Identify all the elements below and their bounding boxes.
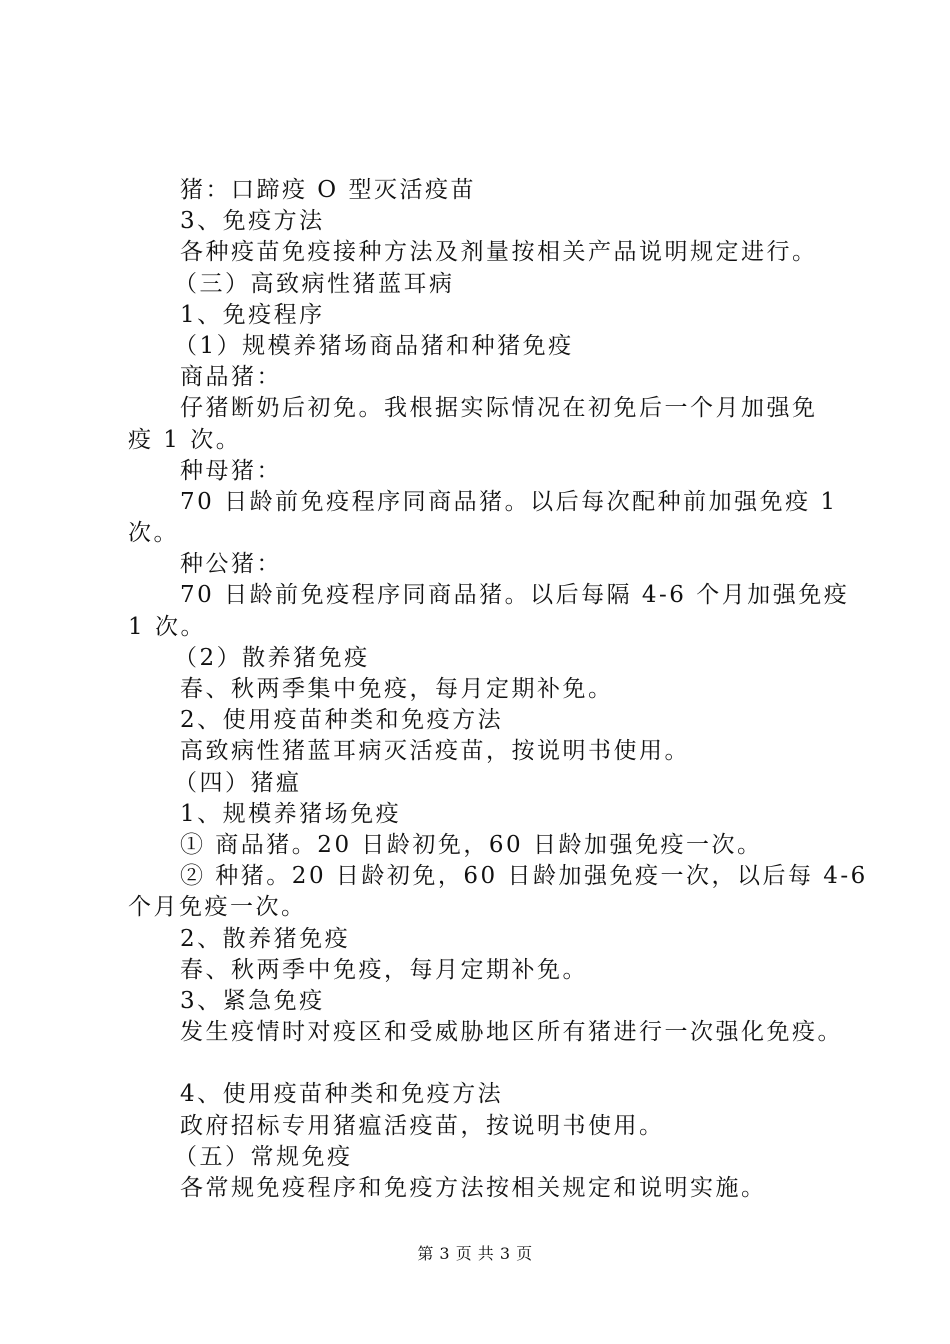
text-line: 种公猪： xyxy=(180,551,282,578)
text-line: 商品猪： xyxy=(180,364,282,391)
text-line: 1、免疫程序 xyxy=(180,301,325,328)
text-line: 个月免疫一次。 xyxy=(128,894,307,921)
text-line: 发生疫情时对疫区和受威胁地区所有猪进行一次强化免疫。 xyxy=(180,1019,843,1046)
text-line: 高致病性猪蓝耳病灭活疫苗，按说明书使用。 xyxy=(180,738,690,765)
text-line: 政府招标专用猪瘟活疫苗，按说明书使用。 xyxy=(180,1112,665,1139)
text-line: （五）常规免疫 xyxy=(174,1143,353,1170)
text-line: （三）高致病性猪蓝耳病 xyxy=(174,270,455,297)
text-line: 3、免疫方法 xyxy=(180,208,325,235)
text-line: （四）猪瘟 xyxy=(174,769,302,796)
document-body xyxy=(128,175,868,1204)
text-line: 2、散养猪免疫 xyxy=(180,925,351,952)
text-line: 各常规免疫程序和免疫方法按相关规定和说明实施。 xyxy=(180,1175,767,1201)
text-line: 70 日龄前免疫程序同商品猪。以后每隔 4-6 个月加强免疫 xyxy=(180,582,850,609)
text-line: 春、秋两季集中免疫，每月定期补免。 xyxy=(180,676,614,702)
text-line: 2、使用疫苗种类和免疫方法 xyxy=(180,707,504,734)
text-line: 1、规模养猪场免疫 xyxy=(180,800,402,827)
text-line: 3、紧急免疫 xyxy=(180,987,325,1014)
text-line: ① 商品猪。20 日龄初免，60 日龄加强免疫一次。 xyxy=(180,831,763,858)
blank-line xyxy=(128,1048,840,1079)
text-line: 猪：口蹄疫 O 型灭活疫苗 xyxy=(180,177,476,203)
text-line: ② 种猪。20 日龄初免，60 日龄加强免疫一次，以后每 4-6 xyxy=(180,863,868,890)
text-line: 1 次。 xyxy=(128,613,206,640)
text-line: 仔猪断奶后初免。我根据实际情况在初免后一个月加强免 xyxy=(180,395,818,422)
text-line: 次。 xyxy=(128,520,179,547)
text-line: （1）规模养猪场商品猪和种猪免疫 xyxy=(174,332,574,359)
text-line: 种母猪： xyxy=(180,457,282,484)
text-line: （2）散养猪免疫 xyxy=(174,644,370,671)
text-line: 4、使用疫苗种类和免疫方法 xyxy=(180,1081,504,1108)
page-footer: 第 3 页 共 3 页 xyxy=(417,1244,533,1263)
text-line: 春、秋两季中免疫，每月定期补免。 xyxy=(180,956,588,983)
text-line: 各种疫苗免疫接种方法及剂量按相关产品说明规定进行。 xyxy=(180,239,818,266)
text-line: 疫 1 次。 xyxy=(128,426,242,453)
text-line: 70 日龄前免疫程序同商品猪。以后每次配种前加强免疫 1 xyxy=(180,488,838,515)
